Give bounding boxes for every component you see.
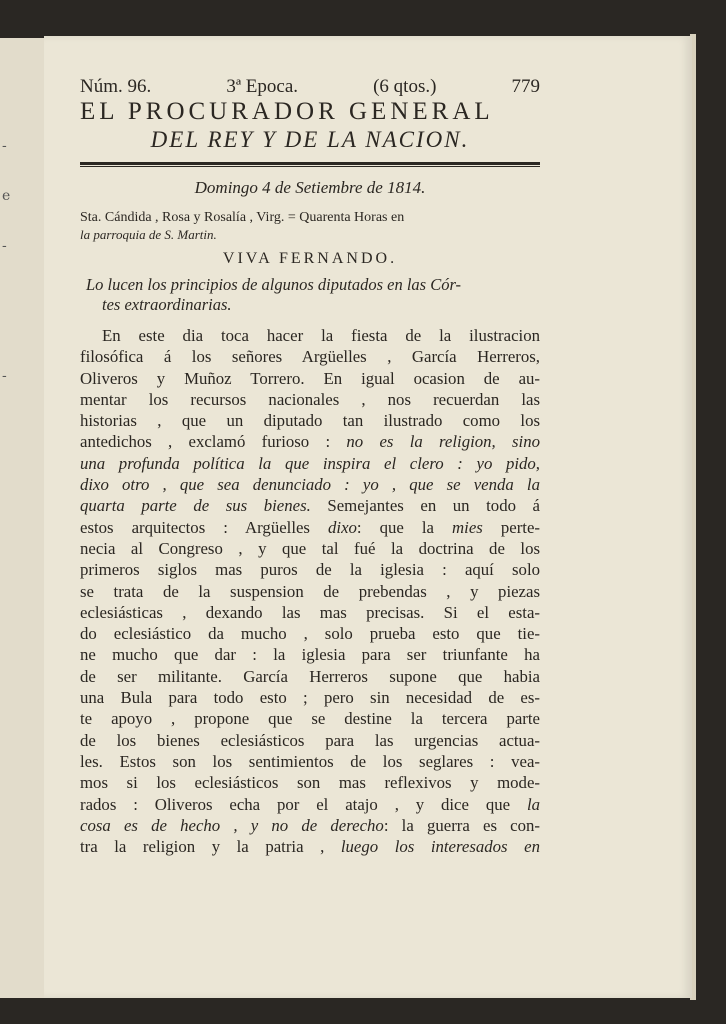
text-line: mentar los recursos nacionales , nos recuerdan las (80, 389, 540, 409)
text-run: rados : Oliveros echa por el atajo , y dice que (80, 794, 511, 814)
text-line (80, 474, 540, 495)
text-run: tra la religion y la patria , (80, 837, 325, 857)
page-content (80, 76, 540, 857)
text-line (80, 815, 540, 836)
margin-mark: - (2, 238, 7, 254)
text-line: mos si los eclesiásticos son mas reflexivos y mode- (80, 773, 540, 793)
epoch-label: 3ª Epoca. (226, 76, 299, 97)
text-line: una Bula para todo esto ; pero sin necesidad de es- (80, 688, 540, 708)
saints-of-day (80, 209, 540, 243)
article-heading (80, 275, 540, 315)
text-run: antedichos , exclamó furioso : (80, 432, 331, 452)
text-run: Semejantes en un todo á (327, 496, 540, 516)
text-line (80, 517, 540, 538)
italic-word: la (526, 794, 540, 814)
text-line: filosófica á los señores Argüelles , García Herreros, (80, 347, 540, 367)
italic-quote: luego los interesados en (340, 837, 540, 857)
text-line: te apoyo , propone que se destine la tercera parte (80, 709, 540, 729)
italic-quote: quarta parte de sus bienes. (80, 496, 311, 516)
text-line: historias , que un diputado tan ilustrado como los (80, 411, 540, 431)
saints-line: Sta. Cándida , Rosa y Rosalía , Virg. = Quarenta Horas en (80, 210, 405, 225)
margin-mark: - (2, 368, 7, 384)
text-line (80, 836, 540, 857)
italic-quote: dixo otro , que sea denunciado : yo , que se venda la (80, 475, 540, 495)
text-run: : que la (356, 517, 434, 537)
italic-word: mies (452, 517, 483, 537)
heading-line: Lo lucen los principios de algunos diputados en las Cór- (86, 275, 462, 294)
text-line: Oliveros y Muñoz Torrero. En igual ocasion de au- (80, 368, 540, 388)
text-line: necia al Congreso , y que tal fué la doctrina de los (80, 538, 540, 558)
margin-mark: - (2, 138, 7, 154)
italic-word: dixo (328, 517, 357, 537)
text-run: perte- (500, 517, 540, 537)
issue-number: Núm. 96. (80, 76, 152, 97)
text-line: En este dia toca hacer la fiesta de la ilustracion (102, 326, 540, 345)
italic-quote: cosa es de hecho , y no de derecho (80, 815, 384, 835)
masthead-rule (80, 162, 540, 167)
text-line: se trata de la suspension de prebendas , y piezas (80, 581, 540, 601)
text-line (80, 794, 540, 815)
text-line: de los bienes eclesiásticos para las urgencias actua- (80, 730, 540, 750)
text-line (80, 431, 540, 452)
text-line (80, 495, 540, 516)
viva-heading: VIVA FERNANDO. (222, 250, 398, 267)
text-line: eclesiásticas , dexando las mas precisas. Si el esta- (80, 602, 540, 622)
text-line: les. Estos son los sentimientos de los seglares : vea- (80, 751, 540, 771)
left-page-edge (0, 38, 46, 998)
text-line: ne mucho que dar : la iglesia para ser triunfante ha (80, 645, 540, 665)
heading-line: tes extraordinarias. (102, 295, 232, 314)
text-line: do eclesiástico da mucho , solo prueba esto que tie- (80, 624, 540, 644)
saints-line: la parroquia de S. Martin. (80, 227, 217, 242)
text-line (80, 453, 540, 474)
quarters-label: (6 qtos.) (373, 76, 437, 97)
document-page (44, 36, 692, 998)
issue-date: Domingo 4 de Setiembre de 1814. (194, 178, 426, 197)
text-line: primeros siglos mas puros de la iglesia : aquí solo (80, 560, 540, 580)
margin-mark: e (2, 188, 11, 204)
article-body (80, 325, 540, 857)
italic-quote: una profunda política la que inspira el clero : yo pido, (80, 453, 540, 473)
page-header (80, 76, 540, 98)
italic-quote: no es la religion, sino (346, 432, 540, 452)
text-line: de ser militante. García Herreros supone que habia (80, 666, 540, 686)
text-run: estos arquitectos : Argüelles (80, 517, 310, 537)
page-number: 779 (511, 76, 540, 97)
masthead-subtitle: DEL REY Y DE LA NACION. (150, 127, 470, 152)
text-run: : la guerra es con- (383, 815, 540, 835)
masthead-title: EL PROCURADOR GENERAL (80, 98, 494, 125)
